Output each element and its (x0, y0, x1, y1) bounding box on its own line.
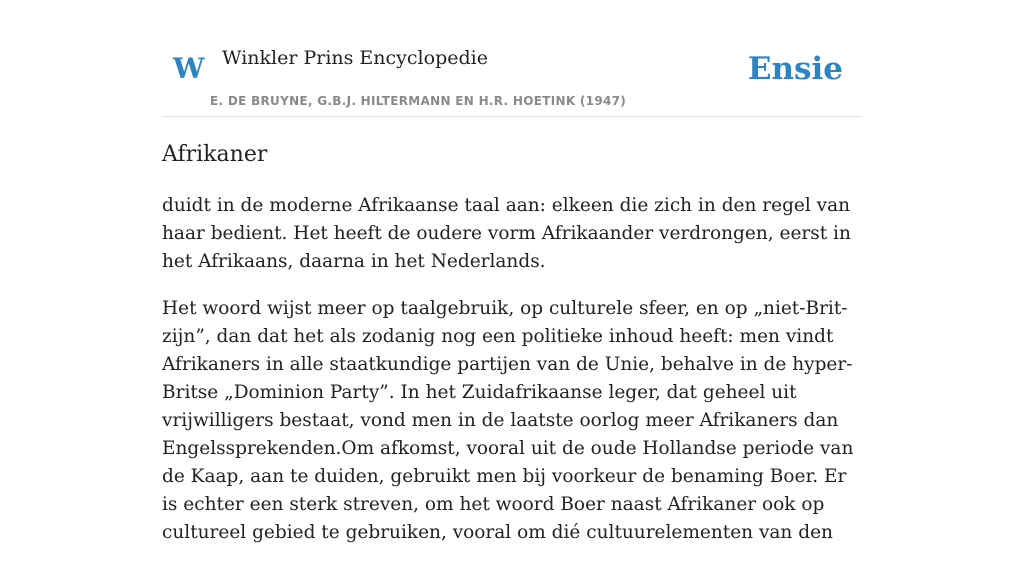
article-title: Afrikaner (162, 142, 268, 167)
article-paragraph: duidt in de moderne Afrikaanse taal aan: elkeen die zich in den regel van haar bedient. Het heeft de oudere vorm Afrikaander verdrongen, eerst in het Afrikaans, daarna in het Nederlands. (162, 195, 851, 272)
source-header (162, 0, 862, 117)
winkler-prins-logo[interactable]: W (173, 52, 205, 85)
article-paragraph: Het woord wijst meer op taalgebruik, op culturele sfeer, en op „niet-Brit-zijn”, dan dat het als zodanig nog een politieke inhoud heeft: men vindt Afrikaners in alle staatkundige partijen van de Unie, behalve in de hyper-Britse „Dominion Party”. In het Zuidafrikaanse leger, dat geheel uit vrijwilligers bestaat, vond men in de laatste oorlog meer Afrikaners dan Engelssprekenden.Om afkomst, vooral uit de oude Hollandse periode van de Kaap, aan te duiden, gebruikt men bij voorkeur de benaming Boer. Er is echter een sterk streven, om het woord Boer naast Afrikaner ook op cultureel gebied te gebruiken, vooral om dié cultuurelementen van den (162, 298, 854, 543)
source-authors: E. DE BRUYNE, G.B.J. HILTERMANN EN H.R. HOETINK (1947) (210, 94, 627, 108)
ensie-logo[interactable]: Ensie (747, 51, 843, 87)
source-title[interactable]: Winkler Prins Encyclopedie (222, 47, 488, 69)
article-body (162, 192, 862, 566)
